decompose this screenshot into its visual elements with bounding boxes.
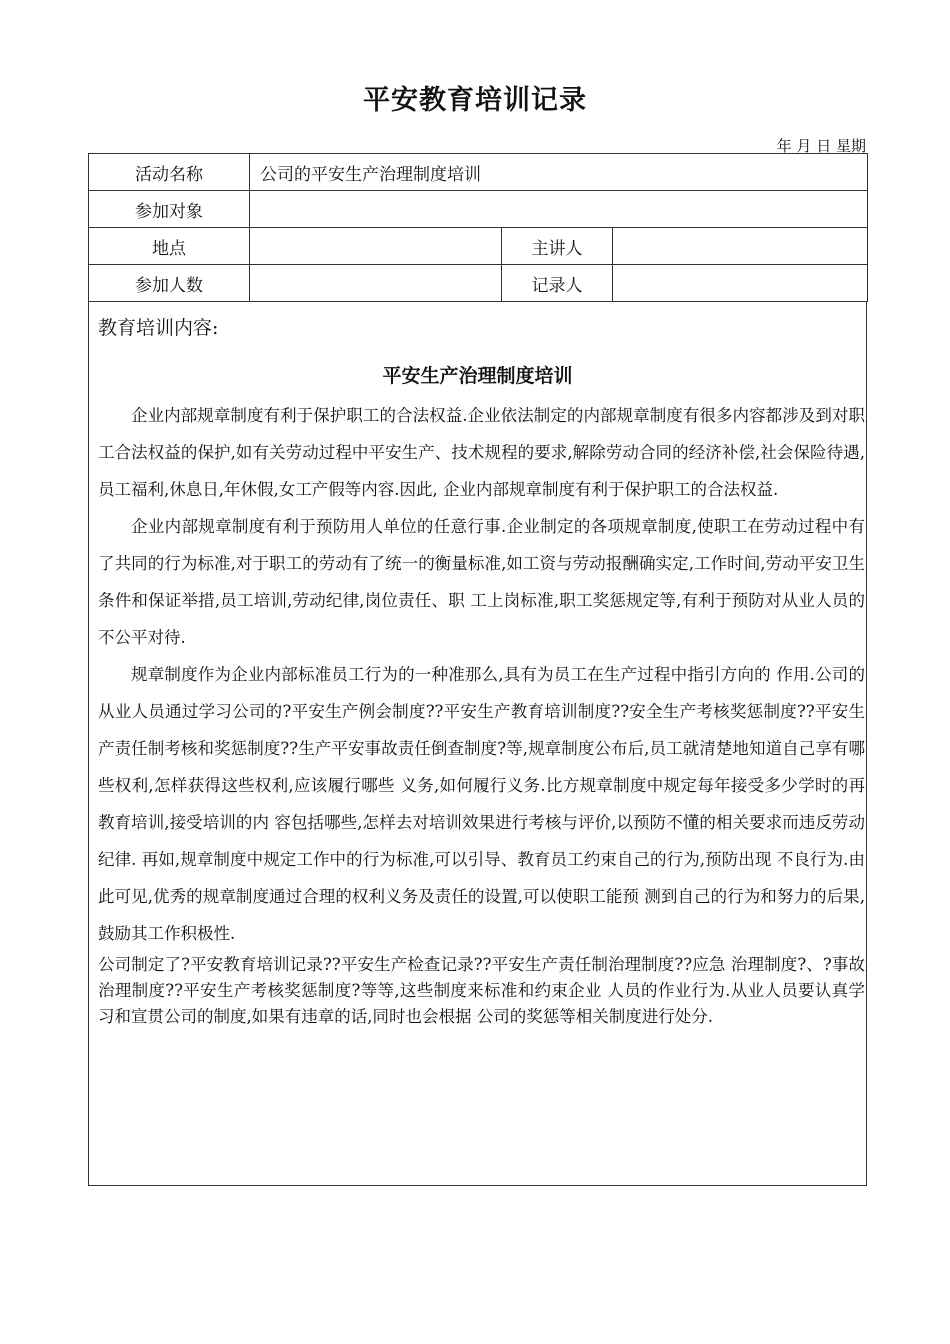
speaker-value: [613, 228, 868, 265]
speaker-label: 主讲人: [502, 228, 613, 265]
participants-label: 参加对象: [89, 191, 250, 228]
content-body: [98, 397, 865, 1030]
recorder-label: 记录人: [502, 265, 613, 302]
activity-name-value: 公司的平安生产治理制度培训: [250, 154, 868, 191]
form-row-participants: [89, 191, 868, 228]
form-row-location: [89, 228, 868, 265]
record-form-table: [88, 153, 868, 302]
activity-name-label: 活动名称: [89, 154, 250, 191]
form-row-attendees: [89, 265, 868, 302]
training-content-cell: [88, 301, 867, 1186]
document-title: 平安教育培训记录: [363, 85, 587, 116]
date-line: 年 月 日 星期: [776, 137, 866, 155]
closing-paragraph: 公司制定了?平安教育培训记录??平安生产检查记录??平安生产责任制治理制度??应急 治理制度?、?事故治理制度??平安生产考核奖惩制度?等等,这些制度来标准和约束企业 人员的作业行为.从业人员要认真学习和宣贯公司的制度,如果有违章的话,同时也会根据 公司的奖惩等相关制度进行处分.: [98, 955, 865, 1026]
recorder-value: [613, 265, 868, 302]
location-value: [250, 228, 502, 265]
content-label: 教育培训内容:: [98, 317, 219, 339]
content-subtitle: 平安生产治理制度培训: [382, 365, 573, 387]
content-paragraph: 规章制度作为企业内部标准员工行为的一种准那么,具有为员工在生产过程中指引方向的 作用.公司的从业人员通过学习公司的?平安生产例会制度??平安生产教育培训制度??安全生产考核奖惩制度??平安生产责任制考核和奖惩制度??生产平安事故责任倒查制度?等,规章制度公布后,员工就清楚地知道自己享有哪些权利,怎样获得这些权利,应该履行哪些 义务,如何履行义务.比方规章制度中规定每年接受多少学时的再教育培训,接受培训的内 容包括哪些,怎样去对培训效果进行考核与评价,以预防不懂的相关要求而违反劳动纪律. 再如,规章制度中规定工作中的行为标准,可以引导、教育员工约束自己的行为,预防出现 不良行为.由此可见,优秀的规章制度通过合理的权利义务及责任的设置,可以使职工能预 测到自己的行为和努力的后果,鼓励其工作积极性.: [98, 665, 865, 943]
content-paragraph: 企业内部规章制度有利于保护职工的合法权益.企业依法制定的内部规章制度有很多内容都涉及到对职工合法权益的保护,如有关劳动过程中平安生产、技术规程的要求,解除劳动合同的经济补偿,社会保险待遇,员工福利,休息日,年休假,女工产假等内容.因此, 企业内部规章制度有利于保护职工的合法权益.: [98, 406, 865, 499]
participants-value: [250, 191, 868, 228]
content-paragraph: 企业内部规章制度有利于预防用人单位的任意行事.企业制定的各项规章制度,使职工在劳动过程中有了共同的行为标准,对于职工的劳动有了统一的衡量标准,如工资与劳动报酬确实定,工作时间,劳动平安卫生条件和保证举措,员工培训,劳动纪律,岗位责任、职 工上岗标准,职工奖惩规定等,有利于预防对从业人员的不公平对待.: [98, 517, 865, 647]
form-row-activity-name: [89, 154, 868, 191]
location-label: 地点: [89, 228, 250, 265]
attendee-count-label: 参加人数: [89, 265, 250, 302]
attendee-count-value: [250, 265, 502, 302]
